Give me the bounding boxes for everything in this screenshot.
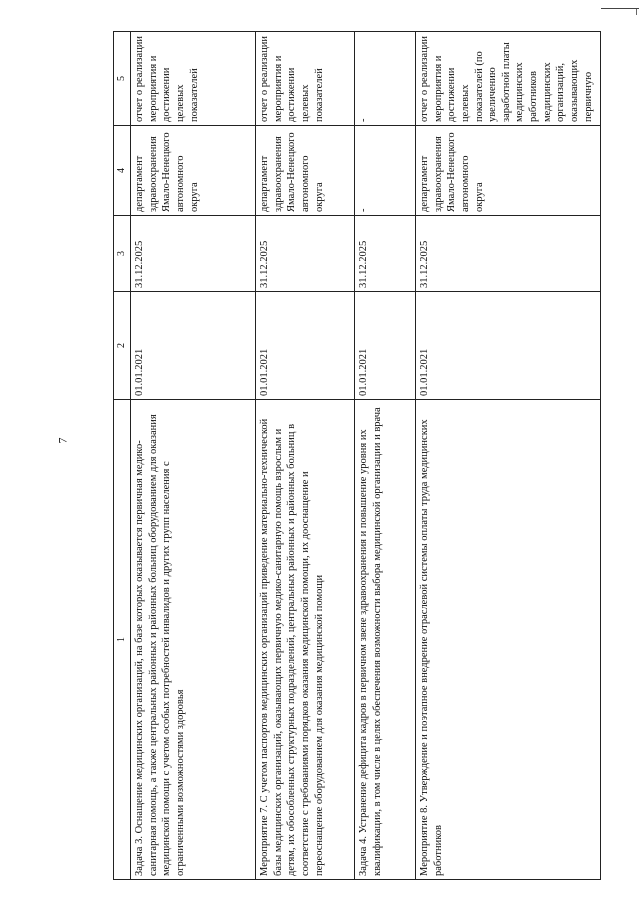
- header-row: [114, 32, 131, 880]
- result-cell: отчет о реализации мероприятия и достижении целевых показателей: [131, 32, 256, 126]
- scan-edge-mark: [601, 8, 639, 9]
- task-cell: Мероприятие 7. С учетом паспортов медицинских организаций приведение материально-технической базы медицинских организаций, оказывающих первичную медико-санитарную помощь взрослым и детям, их обособленных структурных подразделений, центральных районных и районных больниц в соответствие с требованиями порядков оказания медицинской помощи, их дооснащение и переоснащение оборудованием для оказания медицинской помощи: [256, 400, 355, 880]
- start-date-cell: 01.01.2021: [355, 292, 416, 400]
- table-row: [256, 32, 355, 880]
- page-number: 7: [55, 437, 70, 444]
- start-date-cell: 01.01.2021: [416, 292, 601, 400]
- end-date-cell: 31.12.2025: [131, 216, 256, 292]
- rotated-table-container: [113, 32, 601, 880]
- result-cell: отчет о реализации мероприятия и достижении целевых показателей: [256, 32, 355, 126]
- scan-edge-mark: [636, 9, 637, 15]
- table-row: [355, 32, 416, 880]
- end-date-cell: 31.12.2025: [256, 216, 355, 292]
- responsible-cell: департамент здравоохранения Ямало-Ненецкого автономного округа: [131, 126, 256, 216]
- table-row: [416, 32, 601, 880]
- result-cell: отчет о реализации мероприятия и достижении целевых показателей (по увеличению заработной платы медицинских работников медицинских организаций, оказывающих первичную: [416, 32, 601, 126]
- column-header: 1: [114, 400, 131, 880]
- responsible-cell: -: [355, 126, 416, 216]
- task-cell: Задача 3. Оснащение медицинских организаций, на базе которых оказывается первичная медико-санитарная помощь, а также центральных районных и районных больниц оборудованием для оказания медицинской помощи с учетом особых потребностей инвалидов и других групп населения с ограниченными возможностями здоровья: [131, 400, 256, 880]
- end-date-cell: 31.12.2025: [355, 216, 416, 292]
- responsible-cell: департамент здравоохранения Ямало-Ненецкого автономного округа: [256, 126, 355, 216]
- end-date-cell: 31.12.2025: [416, 216, 601, 292]
- column-header: 2: [114, 292, 131, 400]
- start-date-cell: 01.01.2021: [131, 292, 256, 400]
- column-header: 3: [114, 216, 131, 292]
- task-cell: Мероприятие 8. Утверждение и поэтапное внедрение отраслевой системы оплаты труда медицинских работников: [416, 400, 601, 880]
- column-header: 4: [114, 126, 131, 216]
- start-date-cell: 01.01.2021: [256, 292, 355, 400]
- table-row: [131, 32, 256, 880]
- plan-table: [113, 31, 601, 880]
- task-cell: Задача 4. Устранение дефицита кадров в первичном звене здравоохранения и повышение уровня их квалификации, в том числе в целях обеспечения возможности выбора медицинской организации и врача: [355, 400, 416, 880]
- column-header: 5: [114, 32, 131, 126]
- responsible-cell: департамент здравоохранения Ямало-Ненецкого автономного округа: [416, 126, 601, 216]
- result-cell: -: [355, 32, 416, 126]
